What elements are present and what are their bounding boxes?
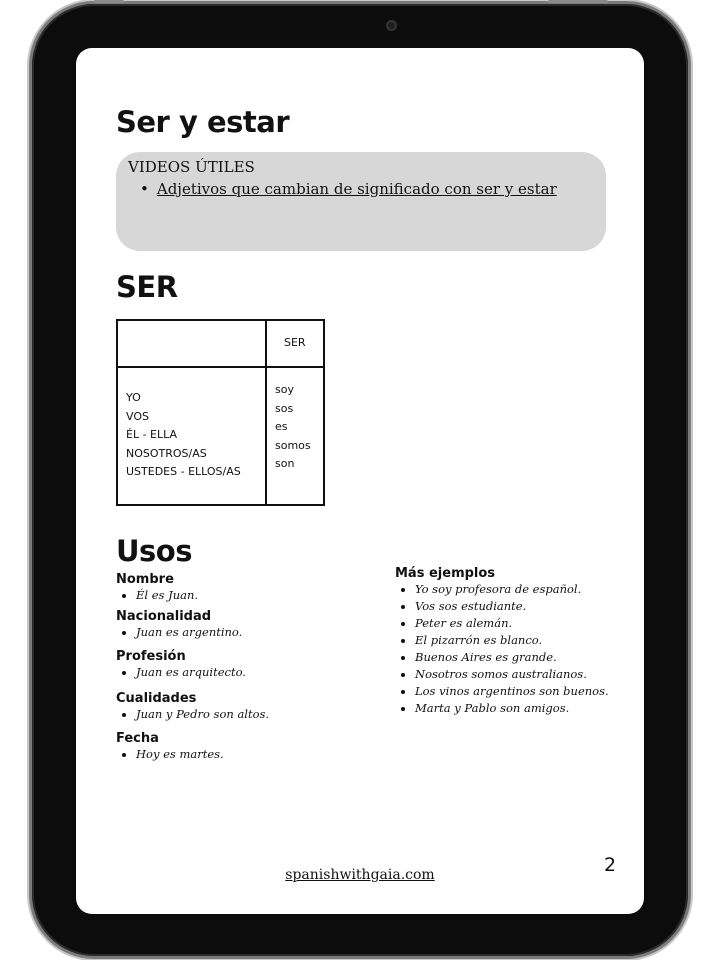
uso-category bbox=[116, 649, 246, 681]
example-item: • El pizarrón es blanco. bbox=[415, 632, 609, 649]
useful-videos-heading: VIDEOS ÚTILES bbox=[128, 158, 255, 176]
uso-label: Fecha bbox=[116, 731, 159, 746]
uso-label: Profesión bbox=[116, 649, 186, 664]
uso-label: Nacionalidad bbox=[116, 609, 212, 624]
power-button bbox=[548, 0, 608, 3]
page-title: Ser y estar bbox=[116, 105, 290, 139]
example-item: • Juan y Pedro son altos. bbox=[136, 706, 269, 723]
verb-form: soy bbox=[275, 383, 294, 396]
example-list bbox=[116, 664, 246, 681]
verb-form: somos bbox=[275, 438, 311, 452]
verb-form: sos bbox=[275, 401, 294, 415]
example-item: • Marta y Pablo son amigos. bbox=[415, 700, 609, 717]
verb-form: son bbox=[275, 457, 295, 470]
pronoun: NOSOTROS/AS bbox=[126, 446, 207, 460]
more-examples bbox=[395, 566, 609, 717]
more-examples-label: Más ejemplos bbox=[395, 566, 496, 581]
example-item: • Él es Juan. bbox=[136, 587, 198, 604]
example-list bbox=[116, 706, 269, 723]
uso-label: Cualidades bbox=[116, 691, 197, 706]
tablet-screen bbox=[76, 48, 644, 914]
example-item: • Los vinos argentinos son buenos. bbox=[415, 683, 609, 700]
verb-form-list bbox=[275, 381, 311, 474]
video-list-item bbox=[140, 180, 557, 198]
more-examples-list bbox=[395, 581, 609, 717]
website-link[interactable]: spanishwithgaia.com bbox=[285, 867, 435, 883]
table-column-header: SER bbox=[284, 336, 306, 349]
example-list bbox=[116, 624, 242, 641]
video-link[interactable]: Adjetivos que cambian de significado con ser y estar bbox=[156, 180, 557, 198]
pronoun-list bbox=[126, 389, 241, 482]
useful-videos-callout bbox=[116, 152, 606, 251]
example-item: • Yo soy profesora de español. bbox=[415, 581, 609, 598]
uso-category bbox=[116, 731, 224, 763]
ser-section-title: SER bbox=[116, 270, 178, 304]
uso-category bbox=[116, 572, 198, 604]
pronoun: VOS bbox=[126, 409, 149, 423]
example-item: • Juan es arquitecto. bbox=[136, 664, 246, 681]
volume-button bbox=[94, 0, 124, 3]
example-item: • Peter es alemán. bbox=[415, 615, 609, 632]
uso-label: Nombre bbox=[116, 572, 174, 587]
bullet-icon: • bbox=[140, 180, 149, 198]
uso-category bbox=[116, 691, 269, 723]
usos-section-title: Usos bbox=[116, 534, 192, 568]
ser-conjugation-table bbox=[116, 319, 325, 506]
example-list bbox=[116, 746, 224, 763]
table-divider bbox=[265, 321, 267, 504]
page-number: 2 bbox=[604, 854, 617, 876]
example-item: • Nosotros somos australianos. bbox=[415, 666, 609, 683]
camera-icon bbox=[386, 20, 397, 31]
example-item: • Juan es argentino. bbox=[136, 624, 242, 641]
table-divider bbox=[118, 366, 323, 368]
pronoun: ÉL - ELLA bbox=[126, 428, 178, 441]
pronoun: YO bbox=[126, 391, 141, 404]
example-list bbox=[116, 587, 198, 604]
pronoun: USTEDES - ELLOS/AS bbox=[126, 465, 241, 478]
example-item: • Vos sos estudiante. bbox=[415, 598, 609, 615]
verb-form: es bbox=[275, 420, 288, 433]
example-item: • Hoy es martes. bbox=[136, 746, 224, 763]
example-item: • Buenos Aires es grande. bbox=[415, 649, 609, 666]
uso-category bbox=[116, 609, 242, 641]
